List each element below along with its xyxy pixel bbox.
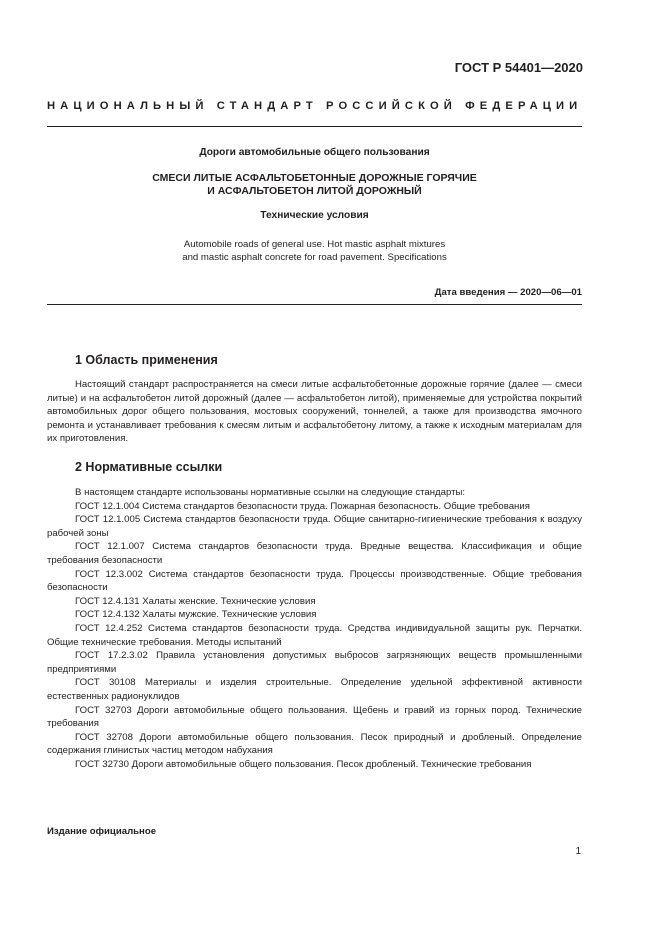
document-subtitle: Технические условия — [260, 210, 369, 221]
reference-item: ГОСТ 12.3.002 Система стандартов безопасности труда. Процессы производственные. Общие требования безопасности — [47, 568, 582, 594]
document-title-line-1: СМЕСИ ЛИТЫЕ АСФАЛЬТОБЕТОННЫЕ ДОРОЖНЫЕ ГОРЯЧИЕ — [152, 172, 477, 184]
reference-item: ГОСТ 12.1.007 Система стандартов безопасности труда. Вредные вещества. Классификация и общие требования безопасности — [47, 541, 582, 566]
references-intro: В настоящем стандарте использованы нормативные ссылки на следующие стандарты: — [75, 487, 466, 498]
reference-item: ГОСТ 12.1.004 Система стандартов безопасности труда. Пожарная безопасность. Общие требования — [75, 500, 530, 512]
reference-item: ГОСТ 32730 Дороги автомобильные общего пользования. Песок дробленый. Технические требования — [75, 758, 532, 770]
national-standard-heading: НАЦИОНАЛЬНЫЙ СТАНДАРТ РОССИЙСКОЙ ФЕДЕРАЦИИ — [47, 100, 583, 112]
top-divider — [47, 126, 582, 127]
section-1-paragraph: Настоящий стандарт распространяется на смеси литые асфальтобетонные дорожные горячие (далее — смеси литые) и на асфальтобетон литой дорожный (далее — асфальтобетон литой), применяемые для устройства покрытий автомобильных дорог общего пользования, мостовых сооружений, тоннелей, а также для производства ямочного ремонта и устанавливает требования к смесям литым и асфальтобетону литому, а также к исходным материалам для их приготовления. — [47, 379, 582, 444]
page-number: 1 — [575, 846, 581, 857]
reference-item: ГОСТ 17.2.3.02 Правила установления допустимых выбросов загрязняющих веществ промышленными предприятиями — [47, 650, 582, 675]
english-title-line-1: Automobile roads of general use. Hot mastic asphalt mixtures — [183, 239, 446, 250]
section-1-heading: 1 Область применения — [75, 353, 218, 367]
title-category: Дороги автомобильные общего пользования — [199, 147, 430, 158]
reference-item: ГОСТ 32708 Дороги автомобильные общего пользования. Песок природный и дробленый. Определение содержания глинистых частиц методом набухания — [47, 731, 582, 757]
normative-references-list — [47, 486, 582, 771]
middle-divider — [47, 304, 582, 305]
reference-item: ГОСТ 12.4.252 Система стандартов безопасности труда. Средства индивидуальной защиты рук. Перчатки. Общие технические требования. Методы испытаний — [47, 622, 582, 648]
reference-item: ГОСТ 30108 Материалы и изделия строительные. Определение удельной эффективной активности естественных радионуклидов — [47, 677, 582, 702]
reference-item: ГОСТ 12.4.131 Халаты женские. Технические условия — [75, 595, 316, 607]
document-title — [47, 172, 582, 198]
english-title — [47, 238, 582, 264]
document-code: ГОСТ Р 54401—2020 — [454, 60, 583, 75]
document-title-line-2: И АСФАЛЬТОБЕТОН ЛИТОЙ ДОРОЖНЫЙ — [207, 185, 422, 197]
english-title-line-2: and mastic asphalt concrete for road pavement. Specifications — [182, 252, 447, 263]
reference-item: ГОСТ 12.1.005 Система стандартов безопасности труда. Общие санитарно-гигиенические требования к воздуху рабочей зоны — [47, 514, 582, 539]
official-edition-label: Издание официальное — [47, 826, 157, 837]
reference-item: ГОСТ 32703 Дороги автомобильные общего пользования. Щебень и гравий из горных пород. Технические требования — [47, 704, 582, 730]
reference-item: ГОСТ 12.4.132 Халаты мужские. Технические условия — [75, 609, 317, 621]
section-2-heading: 2 Нормативные ссылки — [75, 460, 223, 474]
introduction-date: Дата введения — 2020—06—01 — [434, 287, 582, 298]
